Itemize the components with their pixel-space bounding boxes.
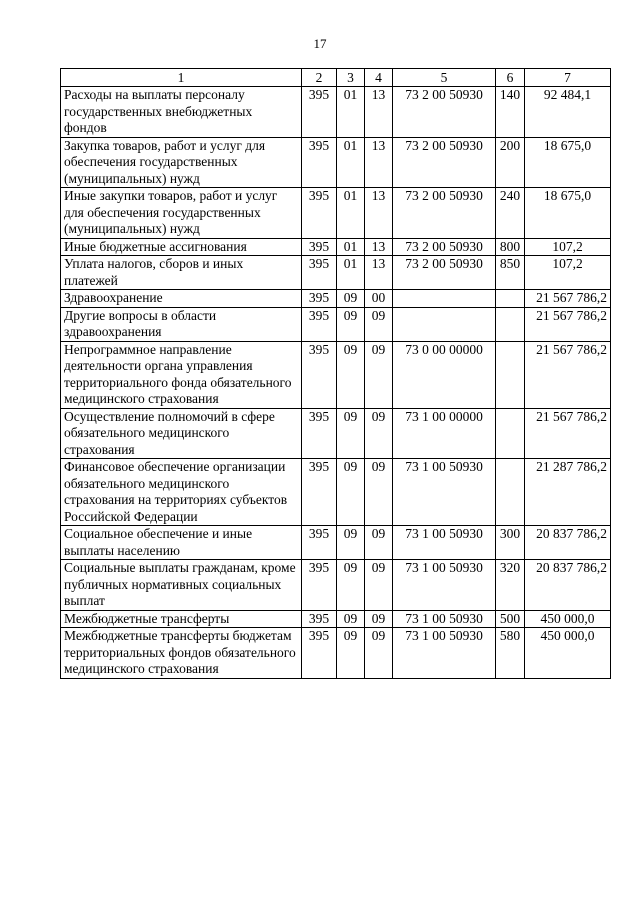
- row-expense-type-code: 140: [496, 87, 525, 138]
- row-admin-code: 395: [302, 610, 337, 628]
- row-section-code: 09: [337, 560, 365, 611]
- row-subsection-code: 13: [365, 87, 393, 138]
- table-row: [61, 408, 611, 459]
- row-section-code: 01: [337, 87, 365, 138]
- table-row: [61, 341, 611, 408]
- table-row: [61, 307, 611, 341]
- budget-table: [60, 68, 611, 679]
- row-subsection-code: 13: [365, 238, 393, 256]
- row-admin-code: 395: [302, 256, 337, 290]
- row-subsection-code: 13: [365, 256, 393, 290]
- row-subsection-code: 09: [365, 341, 393, 408]
- row-target-item-code: [393, 290, 496, 308]
- row-amount: 21 567 786,2: [525, 408, 611, 459]
- row-target-item-code: [393, 307, 496, 341]
- row-name: Уплата налогов, сборов и иных платежей: [61, 256, 302, 290]
- row-expense-type-code: 200: [496, 137, 525, 188]
- row-section-code: 09: [337, 408, 365, 459]
- table-row: [61, 610, 611, 628]
- row-target-item-code: 73 1 00 00000: [393, 408, 496, 459]
- row-name: Непрограммное направление деятельности органа управления территориального фонда обязательного медицинского страхования: [61, 341, 302, 408]
- row-subsection-code: 00: [365, 290, 393, 308]
- row-expense-type-code: [496, 459, 525, 526]
- column-header: 7: [525, 69, 611, 87]
- row-expense-type-code: 500: [496, 610, 525, 628]
- row-amount: 18 675,0: [525, 188, 611, 239]
- row-section-code: 09: [337, 290, 365, 308]
- column-header: 3: [337, 69, 365, 87]
- row-subsection-code: 13: [365, 137, 393, 188]
- row-admin-code: 395: [302, 188, 337, 239]
- row-section-code: 01: [337, 137, 365, 188]
- row-subsection-code: 09: [365, 459, 393, 526]
- row-expense-type-code: 240: [496, 188, 525, 239]
- row-amount: 92 484,1: [525, 87, 611, 138]
- row-subsection-code: 09: [365, 628, 393, 679]
- row-admin-code: 395: [302, 137, 337, 188]
- row-target-item-code: 73 1 00 50930: [393, 526, 496, 560]
- table-row: [61, 560, 611, 611]
- table-row: [61, 459, 611, 526]
- row-target-item-code: 73 0 00 00000: [393, 341, 496, 408]
- row-admin-code: 395: [302, 459, 337, 526]
- row-name: Другие вопросы в области здравоохранения: [61, 307, 302, 341]
- row-admin-code: 395: [302, 341, 337, 408]
- column-header: 2: [302, 69, 337, 87]
- column-header: 1: [61, 69, 302, 87]
- row-name: Здравоохранение: [61, 290, 302, 308]
- row-section-code: 01: [337, 256, 365, 290]
- row-name: Межбюджетные трансферты: [61, 610, 302, 628]
- table-row: [61, 87, 611, 138]
- row-target-item-code: 73 2 00 50930: [393, 238, 496, 256]
- row-target-item-code: 73 2 00 50930: [393, 87, 496, 138]
- row-subsection-code: 09: [365, 307, 393, 341]
- table-row: [61, 290, 611, 308]
- row-section-code: 01: [337, 238, 365, 256]
- row-expense-type-code: 300: [496, 526, 525, 560]
- table-row: [61, 628, 611, 679]
- row-amount: 20 837 786,2: [525, 560, 611, 611]
- row-subsection-code: 09: [365, 560, 393, 611]
- row-name: Социальные выплаты гражданам, кроме публичных нормативных социальных выплат: [61, 560, 302, 611]
- table-body: [61, 87, 611, 679]
- row-target-item-code: 73 2 00 50930: [393, 188, 496, 239]
- row-target-item-code: 73 2 00 50930: [393, 256, 496, 290]
- column-header: 4: [365, 69, 393, 87]
- table-row: [61, 238, 611, 256]
- row-expense-type-code: 850: [496, 256, 525, 290]
- row-admin-code: 395: [302, 526, 337, 560]
- row-target-item-code: 73 2 00 50930: [393, 137, 496, 188]
- row-name: Расходы на выплаты персоналу государственных внебюджетных фондов: [61, 87, 302, 138]
- row-name: Иные бюджетные ассигнования: [61, 238, 302, 256]
- row-admin-code: 395: [302, 408, 337, 459]
- row-amount: 20 837 786,2: [525, 526, 611, 560]
- row-name: Социальное обеспечение и иные выплаты населению: [61, 526, 302, 560]
- row-name: Осуществление полномочий в сфере обязательного медицинского страхования: [61, 408, 302, 459]
- table-row: [61, 256, 611, 290]
- row-name: Иные закупки товаров, работ и услуг для обеспечения государственных (муниципальных) нужд: [61, 188, 302, 239]
- row-target-item-code: 73 1 00 50930: [393, 610, 496, 628]
- row-admin-code: 395: [302, 238, 337, 256]
- row-expense-type-code: 800: [496, 238, 525, 256]
- row-section-code: 09: [337, 526, 365, 560]
- row-expense-type-code: [496, 307, 525, 341]
- row-amount: 18 675,0: [525, 137, 611, 188]
- row-target-item-code: 73 1 00 50930: [393, 628, 496, 679]
- row-expense-type-code: [496, 341, 525, 408]
- row-amount: 21 567 786,2: [525, 307, 611, 341]
- row-expense-type-code: 580: [496, 628, 525, 679]
- row-section-code: 09: [337, 307, 365, 341]
- row-section-code: 09: [337, 341, 365, 408]
- table-row: [61, 188, 611, 239]
- row-section-code: 09: [337, 610, 365, 628]
- row-subsection-code: 13: [365, 188, 393, 239]
- row-amount: 450 000,0: [525, 610, 611, 628]
- row-expense-type-code: 320: [496, 560, 525, 611]
- row-amount: 107,2: [525, 238, 611, 256]
- column-header: 6: [496, 69, 525, 87]
- table-row: [61, 137, 611, 188]
- row-subsection-code: 09: [365, 408, 393, 459]
- row-name: Финансовое обеспечение организации обязательного медицинского страхования на территориях субъектов Российской Федерации: [61, 459, 302, 526]
- row-section-code: 09: [337, 628, 365, 679]
- row-expense-type-code: [496, 408, 525, 459]
- row-amount: 21 287 786,2: [525, 459, 611, 526]
- page-number: 17: [313, 36, 327, 51]
- row-subsection-code: 09: [365, 526, 393, 560]
- row-target-item-code: 73 1 00 50930: [393, 459, 496, 526]
- row-expense-type-code: [496, 290, 525, 308]
- row-amount: 450 000,0: [525, 628, 611, 679]
- row-amount: 107,2: [525, 256, 611, 290]
- row-subsection-code: 09: [365, 610, 393, 628]
- row-name: Межбюджетные трансферты бюджетам территориальных фондов обязательного медицинского страхования: [61, 628, 302, 679]
- table-header-row: [61, 69, 611, 87]
- row-section-code: 01: [337, 188, 365, 239]
- row-admin-code: 395: [302, 307, 337, 341]
- table-row: [61, 526, 611, 560]
- row-target-item-code: 73 1 00 50930: [393, 560, 496, 611]
- row-amount: 21 567 786,2: [525, 341, 611, 408]
- row-admin-code: 395: [302, 560, 337, 611]
- row-admin-code: 395: [302, 87, 337, 138]
- row-amount: 21 567 786,2: [525, 290, 611, 308]
- column-header: 5: [393, 69, 496, 87]
- row-admin-code: 395: [302, 290, 337, 308]
- row-section-code: 09: [337, 459, 365, 526]
- row-admin-code: 395: [302, 628, 337, 679]
- row-name: Закупка товаров, работ и услуг для обеспечения государственных (муниципальных) нужд: [61, 137, 302, 188]
